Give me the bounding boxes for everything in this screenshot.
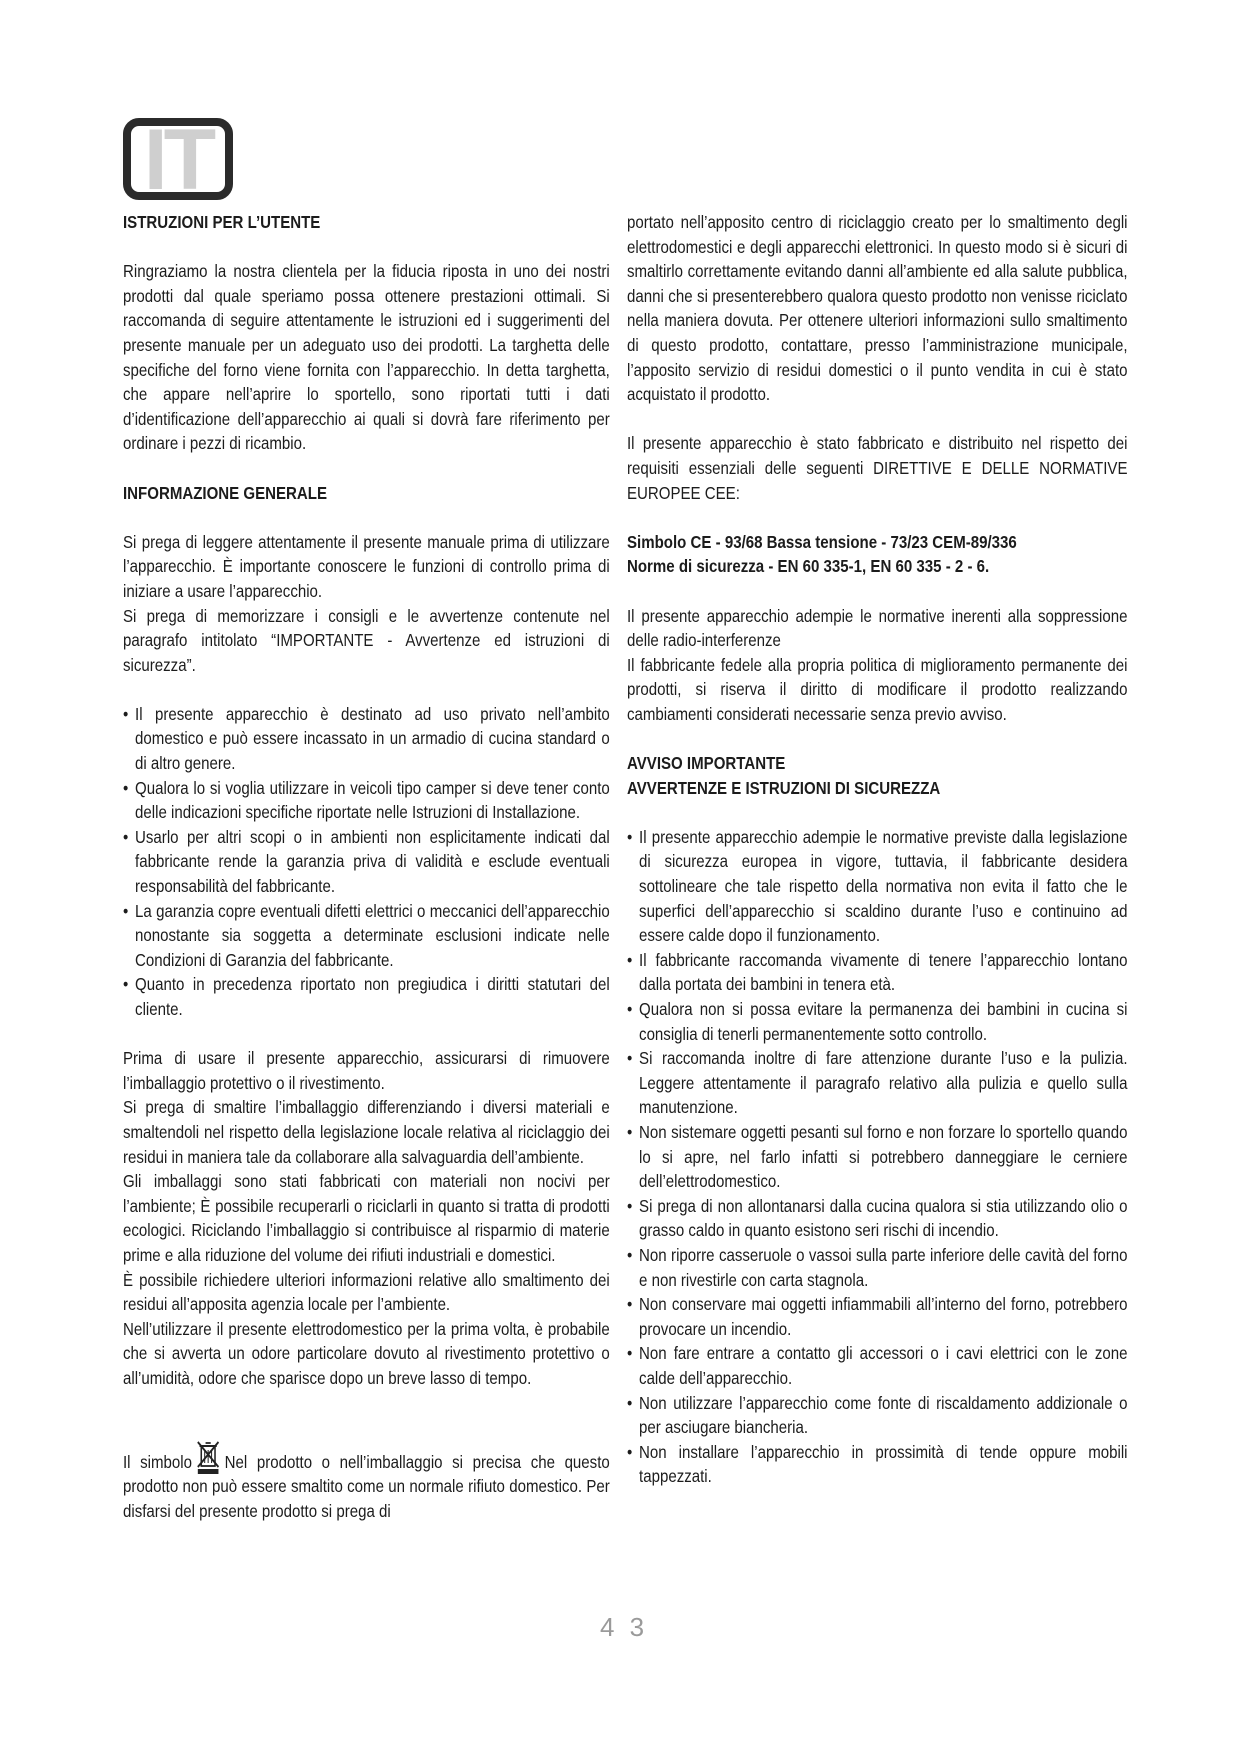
safety-bullet: • Qualora non si possa evitare la permanenza dei bambini in cucina si consiglia di tenerli permanentemente sotto controllo. [627,999,1128,1044]
page-number: 4 3 [600,1612,649,1642]
safety-bullet: • Si prega di non allontanarsi dalla cucina qualora si stia utilizzando olio o grasso caldo in quanto esistono seri rischi di incendio. [627,1195,1128,1241]
left-bullet: • Usarlo per altri scopi o in ambienti non esplicitamente indicati dal fabbricante rende la garanzia priva di validità e esclude eventuali responsabilità del fabbricante. [123,826,610,897]
packaging-paragraph-3: Gli imballaggi sono stati fabbricati con materiali non nocivi per l’ambiente; È possibile recuperarli o riciclarli in quanto si tratta di prodotti ecologici. Riciclando l’imballaggio si contribuisce al risparmio di materie prime e alla riduzione del volume dei rifiuti industriali e domestici. [123,1171,610,1265]
ce-line-1: Simbolo CE - 93/68 Bassa tensione - 73/23 CEM-89/336 [627,531,1017,552]
safety-bullet: • Il fabbricante raccomanda vivamente di tenere l’apparecchio lontano dalla portata dei bambini in tenera età. [627,949,1128,995]
safety-bullet: • Non installare l’apparecchio in prossimità di tende oppure mobili tappezzati. [627,1441,1128,1487]
symbol-prefix: Il simbolo [123,1451,192,1472]
left-column [123,210,610,1523]
packaging-paragraph-2: Si prega di smaltire l’imballaggio differenziando i diversi materiali e smaltendoli nel rispetto della legislazione locale relativa al riciclaggio dei residui in maniera tale da collaborare alla salvaguardia dell’ambiente. [123,1097,610,1167]
weee-symbol-paragraph [123,1440,610,1524]
directives-paragraph: Il presente apparecchio è stato fabbricato e distribuito nel rispetto dei requisiti essenziali delle seguenti DIRETTIVE E DELLE NORMATIVE EUROPEE CEE: [627,433,1128,503]
left-bullet: • La garanzia copre eventuali difetti elettrici o meccanici dell’apparecchio nonostante sia soggetta a determinate esclusioni indicate nelle Condizioni di Garanzia del fabbricante. [123,900,610,970]
ce-line-2: Norme di sicurezza - EN 60 335-1, EN 60 335 - 2 - 6. [627,556,990,577]
packaging-paragraph-5: Nell’utilizzare il presente elettrodomestico per la prima volta, è probabile che si avverta un odore particolare dovuto al rivestimento protettivo o all’umidità, odore che sparisce dopo un breve lasso di tempo. [123,1318,610,1388]
section-title-general-info: INFORMAZIONE GENERALE [123,482,328,503]
safety-bullet: • Si raccomanda inoltre di fare attenzione durante l’uso e la pulizia. Leggere attentamente il paragrafo relativo alla pulizia e quello sulla manutenzione. [627,1048,1128,1118]
radio-paragraph: Il presente apparecchio adempie le normative inerenti alla soppressione delle radio-interferenze [627,605,1128,651]
symbol-text: Nel prodotto o nell’imballaggio si precisa che questo prodotto non può essere smaltito come un normale rifiuto domestico. Per disfarsi del presente prodotto si prega di [123,1451,610,1521]
language-badge [123,118,233,200]
warning-title-2: AVVERTENZE E ISTRUZIONI DI SICUREZZA [627,777,941,798]
safety-bullet: • Non riporre casseruole o vassoi sulla parte inferiore delle cavità del forno e non rivestirle con carta stagnola. [627,1244,1128,1290]
left-bullet: • Qualora lo si voglia utilizzare in veicoli tipo camper si deve tener conto delle indicazioni specifiche riportate nelle Istruzioni di Installazione. [123,777,610,823]
continuation-paragraph: portato nell’apposito centro di riciclaggio creato per lo smaltimento degli elettrodomestici e degli apparecchi elettronici. In questo modo si è sicuri di smaltirlo correttamente evitando danni all’ambiente ed alla salute pubblica, danni che si presenterebbero qualora questo prodotto non venisse riciclato nella maniera dovuta. Per ottenere ulteriori informazioni sullo smaltimento di questo prodotto, contattare, presso l’amministrazione municipale, l’apposito servizio di residui domestici o il punto vendita in cui è stato acquistato il prodotto. [627,212,1128,405]
safety-bullet: • Non conservare mai oggetti infiammabili all’interno del forno, potrebbero provocare un incendio. [627,1294,1128,1339]
section-title-user-instructions: ISTRUZIONI PER L’UTENTE [123,212,321,232]
left-bullet: • Quanto in precedenza riportato non pregiudica i diritti statutari del cliente. [123,974,610,1019]
safety-bullet: • Il presente apparecchio adempie le normative previste dalla legislazione di sicurezza europea in vigore, tuttavia, il fabbricante desidera sottolineare che tale rispetto della normativa non evita il fatto che le superfici dell’apparecchio si scaldino durante l’uso e continuino ad essere calde dopo il funzionamento. [627,826,1128,946]
general-paragraph-1: Si prega di leggere attentamente il presente manuale prima di utilizzare l’apparecchio. È importante conoscere le funzioni di controllo prima di iniziare a usare l’apparecchio. [123,531,610,601]
intro-paragraph: Ringraziamo la nostra clientela per la fiducia riposta in uno dei nostri prodotti dal quale speriamo possa ottenere prestazioni ottimali. Si raccomanda di seguire attentamente le istruzioni ed i suggerimenti del presente manuale per un adeguato uso dei prodotti. La targhetta delle specifiche del forno viene fornita con l’apparecchio. In detta targhetta, che appare nell’aprire lo sportello, sono riportati tutti i dati d’identificazione dell’apparecchio ai quali si dovrà fare riferimento per ordinare i pezzi di ricambio. [123,261,610,454]
safety-bullet: • Non fare entrare a contatto gli accessori o i cavi elettrici con le zone calde dell’apparecchio. [627,1343,1128,1388]
general-paragraph-2: Si prega di memorizzare i consigli e le avvertenze contenute nel paragrafo intitolato “IMPORTANTE - Avvertenze ed istruzioni di sicurezza”. [123,605,610,675]
left-bullet: • Il presente apparecchio è destinato ad uso privato nell’ambito domestico e può essere incassato in un armadio di cucina standard o di altro genere. [123,703,610,774]
packaging-paragraph-1: Prima di usare il presente apparecchio, assicurarsi di rimuovere l’imballaggio protettivo o il rivestimento. [123,1048,610,1093]
language-code: IT [143,118,213,200]
warning-title-1: AVVISO IMPORTANTE [627,753,786,774]
crossed-bin-icon [195,1440,221,1474]
packaging-paragraph-4: È possibile richiedere ulteriori informazioni relative allo smaltimento dei residui all’apposita agenzia locale per l’ambiente. [123,1269,610,1315]
policy-paragraph: Il fabbricante fedele alla propria politica di miglioramento permanente dei prodotti, si riserva il diritto di modificare il prodotto realizzando cambiamenti considerati necessarie senza previo avviso. [627,654,1128,724]
right-column [627,210,1128,1489]
safety-bullet: • Non utilizzare l’apparecchio come fonte di riscaldamento addizionale o per asciugare biancheria. [627,1392,1128,1438]
safety-bullet: • Non sistemare oggetti pesanti sul forno e non forzare lo sportello quando lo si apre, nel farlo infatti si potrebbero danneggiare le cerniere dell’elettrodomestico. [627,1121,1128,1192]
